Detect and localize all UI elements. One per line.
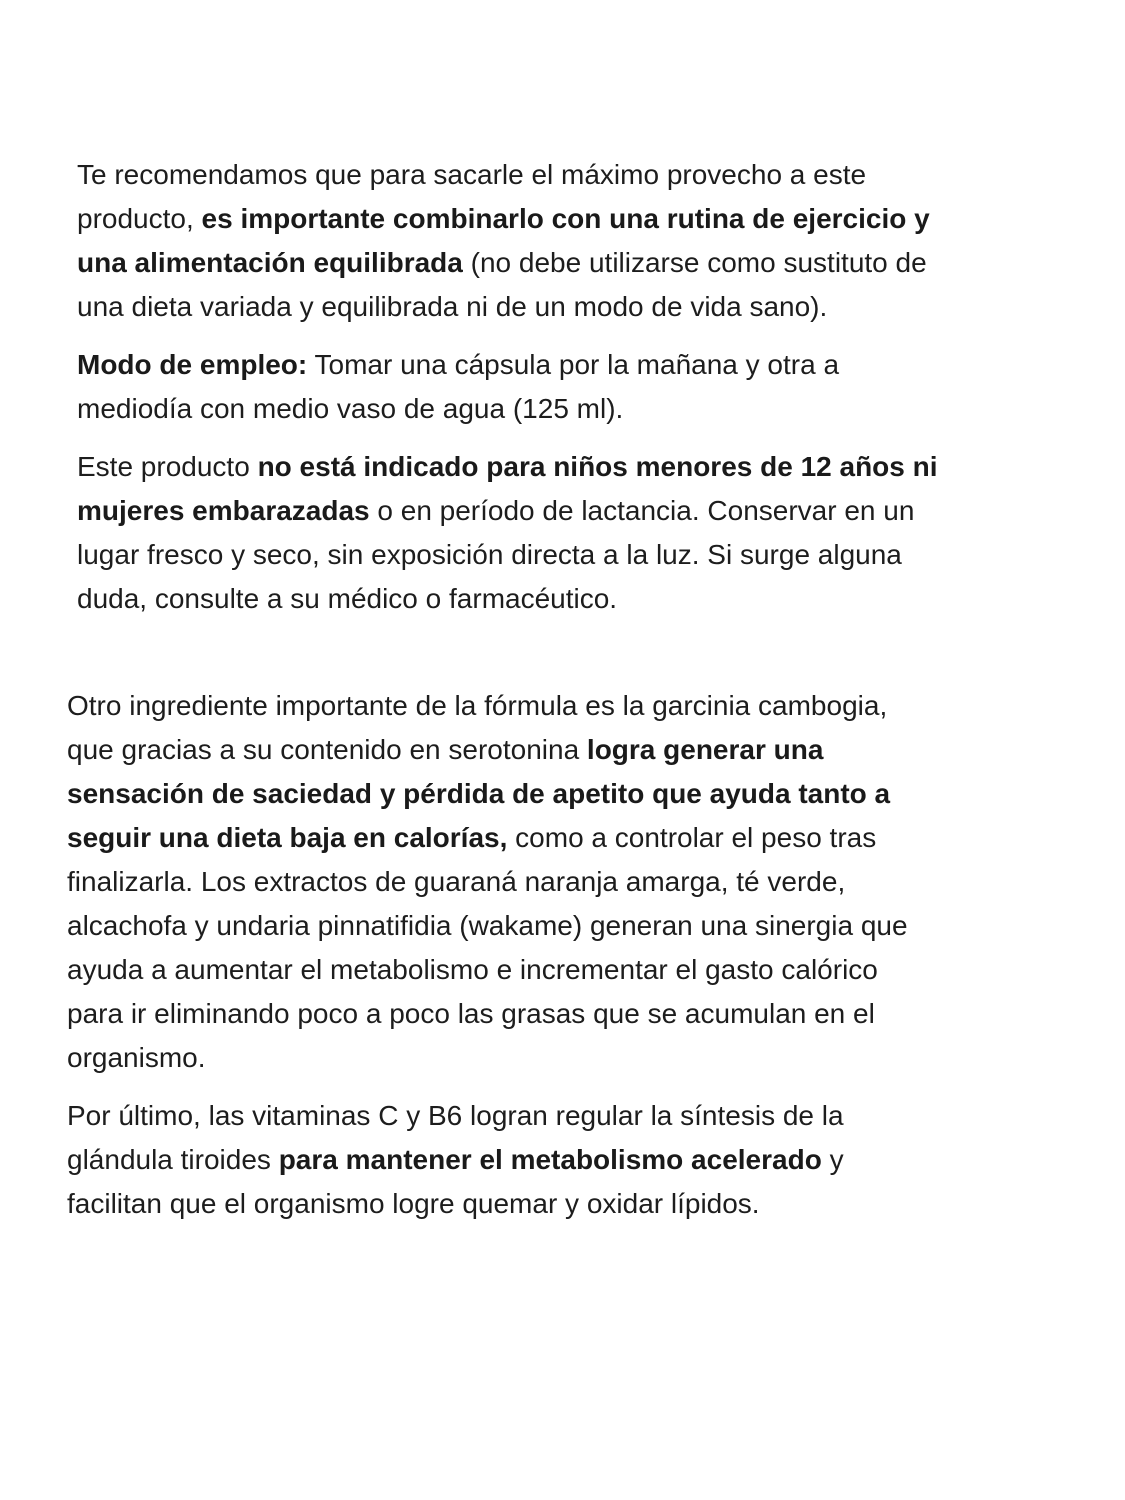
recommendation-paragraph [77,153,1077,329]
text-segment: Otro ingrediente importante de la fórmula es la garcinia cambogia, que gracias a su contenido en serotonina [67,690,888,765]
text-segment: (no debe utilizarse como sustituto de una dieta variada y equilibrada ni de un modo de vida sano). [77,247,927,322]
garcinia-paragraph [67,684,1077,1080]
usage-section [77,153,1077,621]
text-segment: y facilitan que el organismo logre quemar y oxidar lípidos. [67,1144,844,1219]
warning-paragraph [77,445,1077,621]
ingredients-section [67,684,1077,1226]
text-segment: Tomar una cápsula por la mañana y otra a mediodía con medio vaso de agua (125 ml). [77,349,840,424]
text-segment: o en período de lactancia. Conservar en un lugar fresco y seco, sin exposición directa a la luz. Si surge alguna duda, consulte a su médico o farmacéutico. [77,495,915,614]
text-segment: Te recomendamos que para sacarle el máximo provecho a este producto, [77,159,867,234]
vitamins-paragraph [67,1094,1077,1226]
bold-segment: es importante combinarlo con una rutina de ejercicio y una alimentación equilibrada [77,203,930,278]
bold-segment: no está indicado para niños menores de 12 años ni mujeres embarazadas [77,451,938,526]
text-segment: Por último, las vitaminas C y B6 logran regular la síntesis de la glándula tiroides [67,1100,844,1175]
bold-segment: logra generar una sensación de saciedad y pérdida de apetito que ayuda tanto a seguir una dieta baja en calorías, [67,734,891,853]
text-segment: Este producto [77,451,258,482]
bold-segment: Modo de empleo: [77,349,308,380]
usage-paragraph [77,343,1077,431]
bold-segment: para mantener el metabolismo acelerado [278,1144,822,1175]
text-segment: como a controlar el peso tras finalizarla. Los extractos de guaraná naranja amarga, té verde, alcachofa y undaria pinnatifidia (wakame) generan una sinergia que ayuda a aumentar el metabolismo e incrementar el gasto calórico para ir eliminando poco a poco las grasas que se acumulan en el organismo. [67,822,908,1073]
